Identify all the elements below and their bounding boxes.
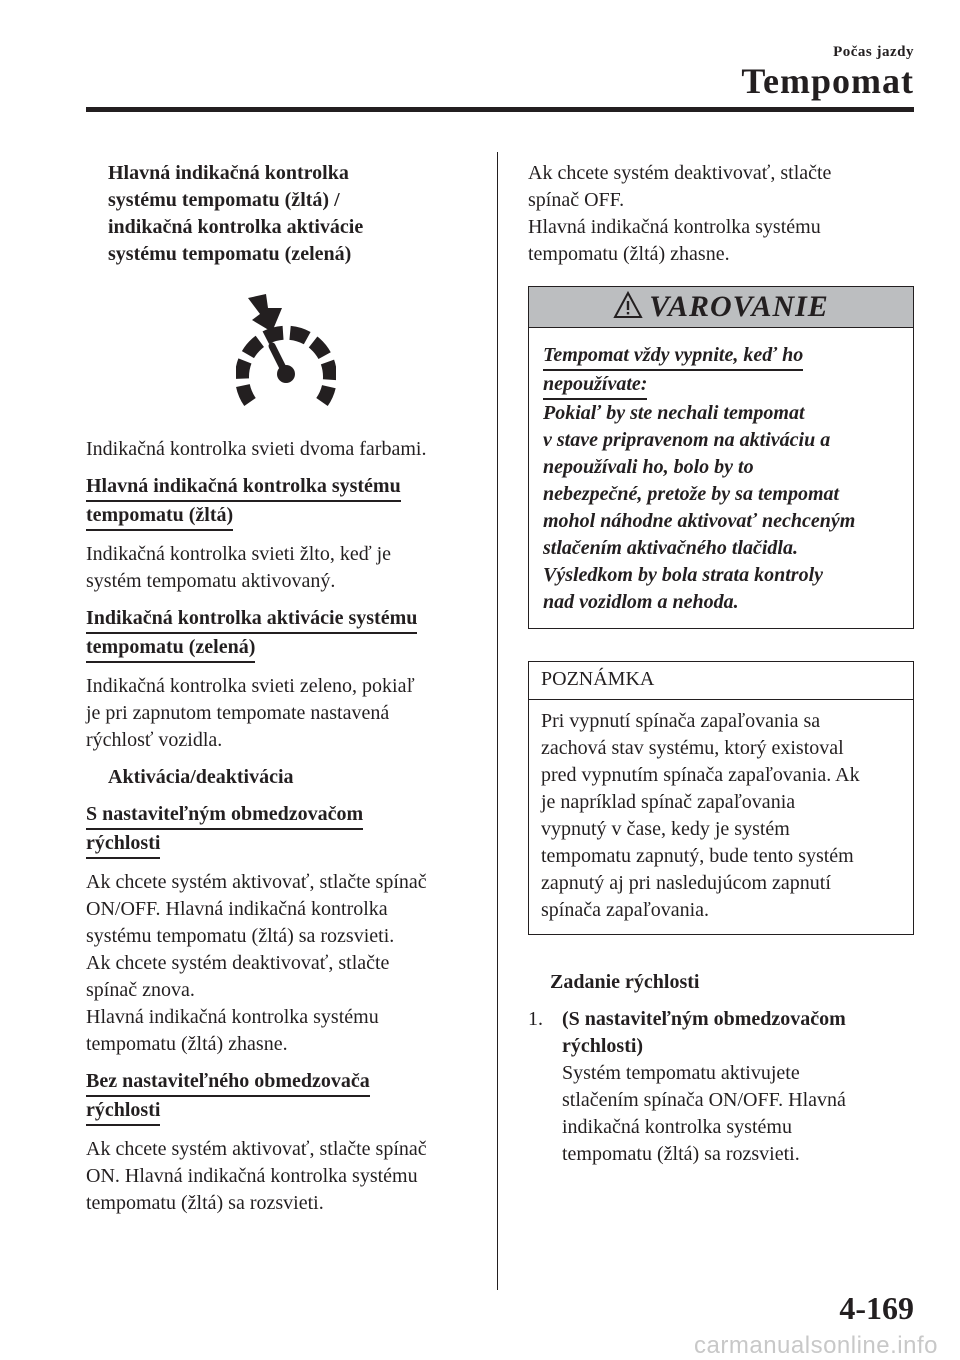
warning-line: v stave pripravenom na aktiváciu a [543, 429, 831, 451]
warning-line: Výsledkom by bola strata kontroly [543, 564, 823, 586]
warning-line: stlačením aktivačného tlačidla. [543, 537, 798, 559]
warning-title: VAROVANIE [649, 290, 829, 323]
text-line: rýchlosť vozidla. [86, 729, 223, 751]
section-heading-indicator [108, 160, 472, 268]
text-line: tempomatu (žltá) zhasne. [528, 243, 730, 265]
header-chapter: Počas jazdy [833, 44, 914, 60]
subheading-line: rýchlosti [86, 1097, 160, 1126]
cruise-control-indicator-icon [236, 294, 336, 414]
header-rule [86, 107, 914, 112]
subheading-yellow [86, 473, 472, 531]
warning-line: nebezpečné, pretože by sa tempomat [543, 483, 840, 505]
subheading-line: Indikačná kontrolka aktivácie systému [86, 605, 417, 634]
warning-line: nepoužívali ho, bolo by to [543, 456, 754, 478]
heading-line: systému tempomatu (zelená) [108, 243, 352, 265]
warning-title-bar [529, 287, 913, 328]
text-line: je pri zapnutom tempomate nastavená [86, 702, 390, 724]
step-heading-line: (S nastaviteľným obmedzovačom [562, 1008, 846, 1030]
watermark: carmanualsonline.info [694, 1332, 938, 1359]
text-line: Indikačná kontrolka svieti žlto, keď je [86, 543, 392, 565]
warning-line: Pokiaľ by ste nechali tempomat [543, 402, 805, 424]
text-line: tempomatu (žltá) sa rozsvieti. [562, 1143, 800, 1165]
step-number: 1. [528, 1008, 543, 1030]
warning-underlined-line: Tempomat vždy vypnite, keď ho [543, 342, 803, 371]
text-line: indikačná kontrolka systému [562, 1116, 792, 1138]
left-column [86, 160, 472, 1227]
text-line: ON/OFF. Hlavná indikačná kontrolka [86, 898, 388, 920]
text-line: Ak chcete systém aktivovať, stlačte spínač [86, 871, 427, 893]
subheading-line: rýchlosti [86, 830, 160, 859]
note-box [528, 661, 914, 935]
note-line: pred vypnutím spínača zapaľovania. Ak [541, 764, 860, 786]
text-line: ON. Hlavná indikačná kontrolka systému [86, 1165, 418, 1187]
text-line: Hlavná indikačná kontrolka systému [528, 216, 821, 238]
subheading-line: tempomatu (žltá) [86, 502, 233, 531]
column-divider [497, 152, 498, 1290]
text-line: stlačením spínača ON/OFF. Hlavná [562, 1089, 846, 1111]
note-title: POZNÁMKA [529, 662, 913, 700]
step-heading [562, 1006, 914, 1060]
paragraph: Indikačná kontrolka svieti dvoma farbami. [86, 438, 427, 460]
paragraph [86, 673, 472, 754]
warning-text [543, 342, 899, 616]
warning-body [529, 328, 913, 628]
note-text [541, 708, 901, 924]
warning-line: nad vozidlom a nehoda. [543, 591, 739, 613]
warning-triangle-icon [613, 291, 643, 324]
text-line: Ak chcete systém deaktivovať, stlačte [86, 952, 390, 974]
subheading-line: Bez nastaviteľného obmedzovača [86, 1068, 370, 1097]
note-line: je napríklad spínač zapaľovania [541, 791, 796, 813]
subheading-line: Hlavná indikačná kontrolka systému [86, 473, 401, 502]
subheading-green [86, 605, 472, 663]
text-line: Hlavná indikačná kontrolka systému [86, 1006, 379, 1028]
text-line: systému tempomatu (žltá) sa rozsvieti. [86, 925, 395, 947]
text-line: Systém tempomatu aktivujete [562, 1062, 800, 1084]
page-number: 4-169 [839, 1290, 914, 1326]
subheading-with-limiter [86, 801, 472, 859]
step-item [528, 1006, 914, 1168]
paragraph [86, 869, 472, 1058]
section-heading-activation: Aktivácia/deaktivácia [108, 766, 294, 788]
text-line: Ak chcete systém deaktivovať, stlačte [528, 162, 832, 184]
text-line: tempomatu (žltá) zhasne. [86, 1033, 288, 1055]
text-line: tempomatu (žltá) sa rozsvieti. [86, 1192, 324, 1214]
note-line: Pri vypnutí spínača zapaľovania sa [541, 710, 821, 732]
text-line: spínač OFF. [528, 189, 625, 211]
note-body [529, 700, 913, 934]
text-line: systém tempomatu aktivovaný. [86, 570, 336, 592]
header-title: Tempomat [741, 61, 914, 101]
step-body [562, 1060, 914, 1168]
step-heading-line: rýchlosti) [562, 1035, 644, 1057]
note-line: spínača zapaľovania. [541, 899, 710, 921]
warning-underlined-line: nepoužívate: [543, 371, 647, 400]
subheading-without-limiter [86, 1068, 472, 1126]
note-line: zachová stav systému, ktorý existoval [541, 737, 844, 759]
right-column [528, 160, 914, 1178]
heading-line: systému tempomatu (žltá) / [108, 189, 340, 211]
paragraph [528, 160, 914, 268]
paragraph [86, 541, 472, 595]
note-line: zapnutý aj pri nasledujúcom zapnutí [541, 872, 831, 894]
warning-box [528, 286, 914, 629]
note-line: tempomatu zapnutý, bude tento systém [541, 845, 854, 867]
note-line: vypnutý v čase, kedy je systém [541, 818, 790, 840]
paragraph [86, 1136, 472, 1217]
heading-line: indikačná kontrolka aktivácie [108, 216, 364, 238]
heading-line: Hlavná indikačná kontrolka [108, 162, 349, 184]
section-heading-speed: Zadanie rýchlosti [550, 971, 700, 993]
warning-line: mohol náhodne aktivovať nechceným [543, 510, 856, 532]
text-line: spínač znova. [86, 979, 195, 1001]
text-line: Indikačná kontrolka svieti zeleno, pokiaľ [86, 675, 415, 697]
text-line: Ak chcete systém aktivovať, stlačte spínač [86, 1138, 427, 1160]
subheading-line: S nastaviteľným obmedzovačom [86, 801, 363, 830]
subheading-line: tempomatu (zelená) [86, 634, 255, 663]
